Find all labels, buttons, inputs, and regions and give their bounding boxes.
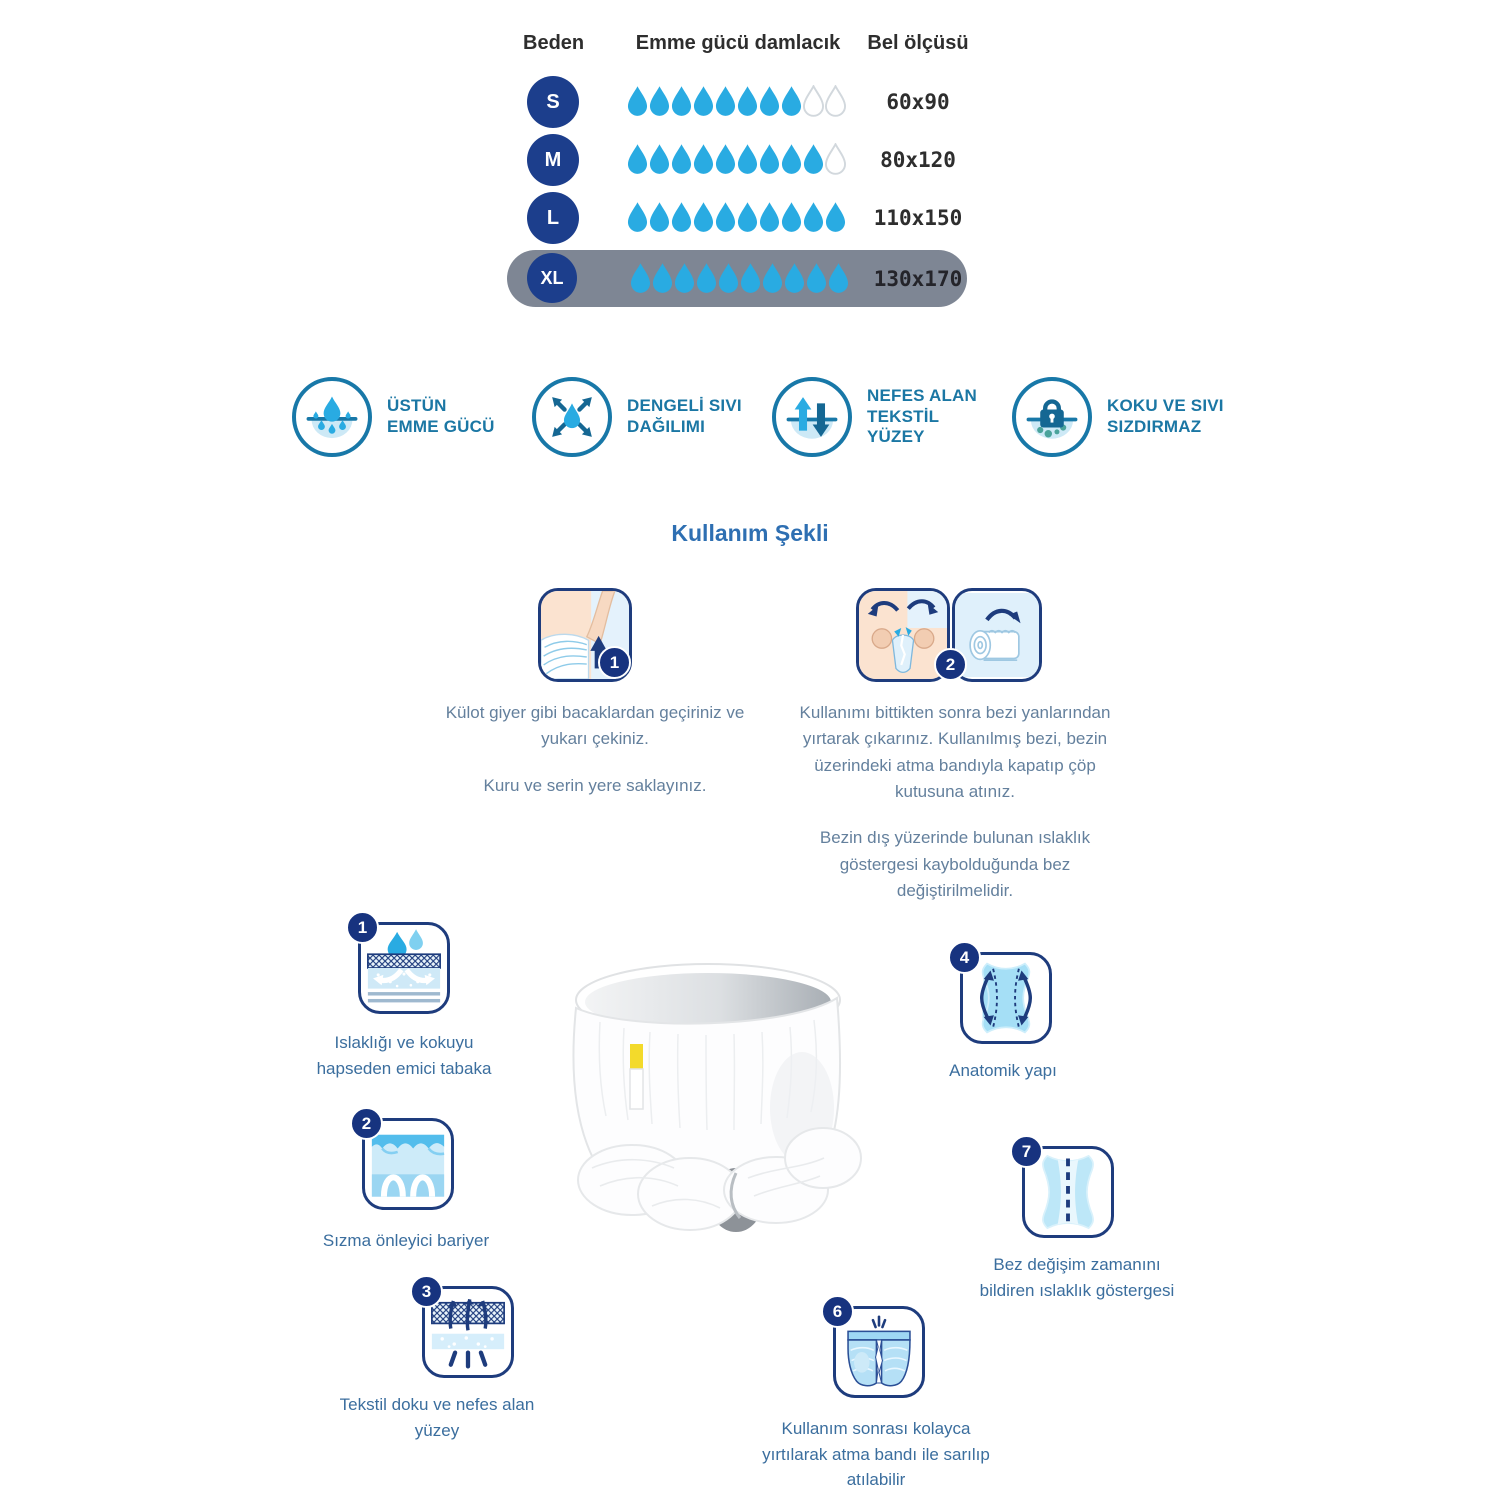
droplet-icon <box>627 201 648 234</box>
droplet-icon <box>781 143 802 176</box>
callout6-number-badge: 6 <box>821 1295 854 1328</box>
feature-odor-lock-label: KOKU VE SIVI SIZDIRMAZ <box>1107 396 1224 436</box>
callout2-number-badge: 2 <box>350 1107 383 1140</box>
droplet-icon <box>715 143 736 176</box>
callout3-number-badge: 3 <box>410 1275 443 1308</box>
liquid-distribution-icon <box>532 377 612 457</box>
droplet-icon <box>737 143 758 176</box>
droplet-icon <box>762 262 783 295</box>
droplet-icon <box>803 143 824 176</box>
droplet-icon <box>671 85 692 118</box>
size-badge-l: L <box>527 192 579 244</box>
droplet-icon <box>693 85 714 118</box>
step2-paragraph-2: Bezin dış yüzerinde bulunan ıslaklık göstergesi kaybolduğunda bez değiştirilmelidir. <box>819 828 1091 901</box>
droplet-icon <box>825 143 846 176</box>
callout3-label: Tekstil doku ve nefes alan yüzey <box>339 1395 535 1440</box>
droplet-icon <box>803 85 824 118</box>
step1-number-badge: 1 <box>598 646 631 679</box>
waist-size-xl: 130x170 <box>873 267 963 291</box>
callout4-number-badge: 4 <box>948 941 981 974</box>
droplet-icon <box>649 85 670 118</box>
droplet-icon <box>759 85 780 118</box>
droplet-icon <box>696 262 717 295</box>
callout7-number-badge: 7 <box>1010 1135 1043 1168</box>
usage-section-title: Kullanım Şekli <box>671 520 829 546</box>
droplet-rating-m <box>627 143 846 176</box>
droplet-icon <box>652 262 673 295</box>
callout4-label: Anatomik yapı <box>949 1061 1057 1080</box>
absorbency-icon <box>292 377 372 457</box>
callout6-label: Kullanım sonrası kolayca yırtılarak atma bandı ile sarılıp atılabilir <box>762 1419 990 1489</box>
droplet-icon <box>718 262 739 295</box>
step1-paragraph-2: Kuru ve serin yere saklayınız. <box>483 775 707 795</box>
droplet-icon <box>784 262 805 295</box>
feature-liquid-distribution <box>532 377 758 457</box>
size-badge-s: S <box>527 76 579 128</box>
droplet-icon <box>671 201 692 234</box>
size-badge-xl: XL <box>527 253 577 303</box>
waist-size-s: 60x90 <box>886 90 950 114</box>
feature-absorbency-label: ÜSTÜN EMME GÜCÜ <box>387 396 495 436</box>
feature-absorbency <box>292 377 518 457</box>
droplet-icon <box>627 143 648 176</box>
callout2-label: Sızma önleyici bariyer <box>322 1231 490 1250</box>
droplet-rating-xl <box>630 262 849 295</box>
step1-paragraph-1: Külot giyer gibi bacaklardan geçiriniz ve yukarı çekiniz. <box>445 703 745 749</box>
callout1-number-badge: 1 <box>346 911 379 944</box>
droplet-icon <box>715 201 736 234</box>
feature-breathable-surface-label: NEFES ALAN TEKSTİL YÜZEY <box>867 385 977 447</box>
droplet-icon <box>693 143 714 176</box>
step2-number-badge: 2 <box>934 648 967 681</box>
size-column-header: Beden <box>523 32 585 54</box>
callout7-label: Bez değişim zamanını bildiren ıslaklık göstergesi <box>979 1255 1175 1300</box>
droplet-icon <box>825 85 846 118</box>
droplet-icon <box>759 143 780 176</box>
size-badge-m: M <box>527 134 579 186</box>
step2-paragraph-1: Kullanımı bittikten sonra bezi yanlarından yırtarak çıkarınız. Kullanılmış bezi, bezin üzerindeki atma bandıyla kapatıp çöp kutusuna atınız. <box>799 703 1111 802</box>
droplet-rating-l <box>627 201 846 234</box>
droplet-icon <box>674 262 695 295</box>
breathable-surface-icon <box>772 377 852 457</box>
droplet-icon <box>671 143 692 176</box>
feature-liquid-distribution-label: DENGELİ SIVI DAĞILIMI <box>627 396 742 436</box>
droplet-icon <box>630 262 651 295</box>
droplet-icon <box>825 201 846 234</box>
droplet-icon <box>693 201 714 234</box>
droplet-icon <box>806 262 827 295</box>
waist-size-l: 110x150 <box>873 206 963 230</box>
step2-instructions <box>788 700 1122 924</box>
feature-odor-lock <box>1012 377 1238 457</box>
droplet-rating-s <box>627 85 846 118</box>
droplet-icon <box>737 201 758 234</box>
feature-breathable-surface <box>772 377 998 457</box>
callout1-label: Islaklığı ve kokuyu hapseden emici tabaka <box>316 1033 492 1078</box>
droplet-icon <box>649 143 670 176</box>
droplet-icon <box>781 201 802 234</box>
droplet-icon <box>715 85 736 118</box>
absorption-column-header: Emme gücü damlacık <box>635 32 841 54</box>
step1-instructions <box>428 700 762 819</box>
droplet-icon <box>649 201 670 234</box>
droplet-icon <box>759 201 780 234</box>
odor-liquid-lock-icon <box>1012 377 1092 457</box>
droplet-icon <box>781 85 802 118</box>
droplet-icon <box>828 262 849 295</box>
droplet-icon <box>627 85 648 118</box>
droplet-icon <box>803 201 824 234</box>
product-image <box>540 928 875 1268</box>
waist-column-header: Bel ölçüsü <box>867 32 969 54</box>
droplet-icon <box>737 85 758 118</box>
waist-size-m: 80x120 <box>880 148 956 172</box>
droplet-icon <box>740 262 761 295</box>
